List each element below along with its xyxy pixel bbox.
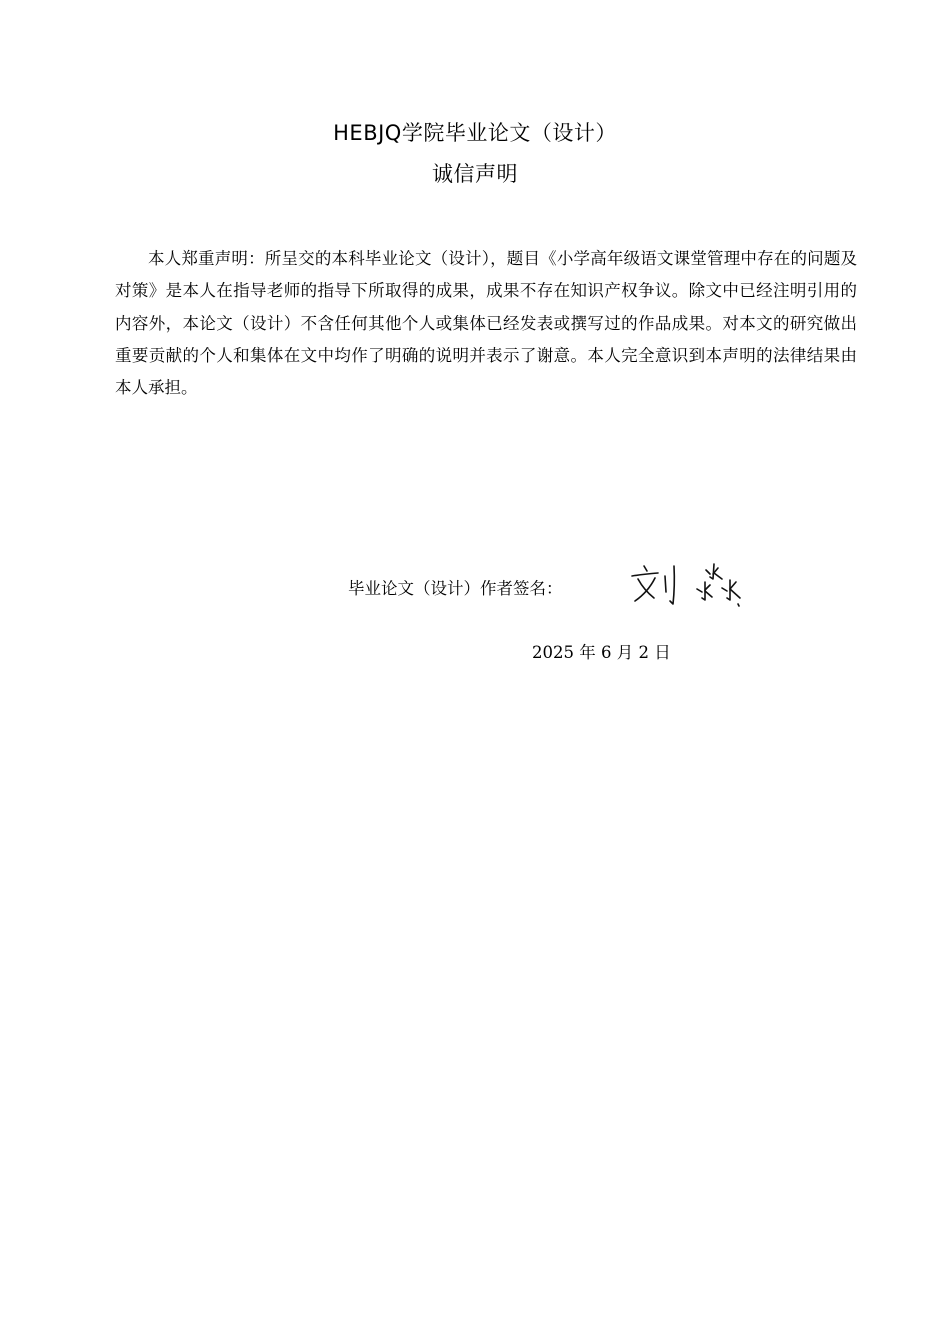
handwritten-signature <box>626 558 764 618</box>
integrity-statement: 本人郑重声明：所呈交的本科毕业论文（设计），题目《小学高年级语文课堂管理中存在的问题及对策》是本人在指导老师的指导下所取得的成果，成果不存在知识产权争议。除文中已经注明引用的内容外，本论文（设计）不含任何其他个人或集体已经发表或撰写过的作品成果。对本文的研究做出重要贡献的个人和集体在文中均作了明确的说明并表示了谢意。本人完全意识到本声明的法律结果由本人承担。 <box>115 249 857 398</box>
signing-date: 2025 年 6 月 2 日 <box>532 643 671 662</box>
signature-label: 毕业论文（设计）作者签名： <box>348 579 563 598</box>
document-title: HEBJQ学院毕业论文（设计） <box>333 121 617 145</box>
document-subtitle: 诚信声明 <box>432 162 518 186</box>
